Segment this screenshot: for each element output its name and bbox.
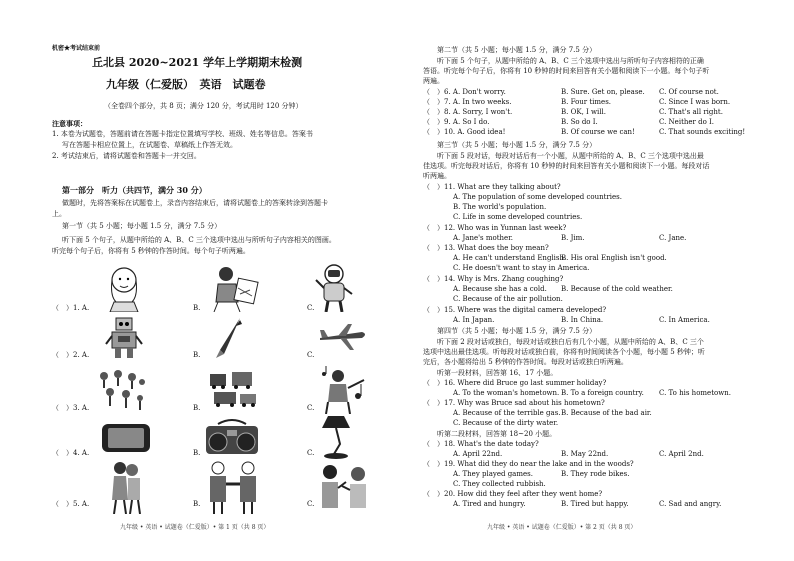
q10: （ ）10. A. Good idea!	[423, 128, 506, 136]
q15: （ ）15. Where was the digital camera developed?	[423, 306, 607, 314]
q14: （ ）14. Why is Mrs. Zhang coughing?	[423, 275, 564, 283]
q15-a: A. In Japan.	[453, 316, 495, 324]
section2-desc-a: 听下面 5 个句子，从题中所给的 A、B、C 三个选项中选出与所听句子内容相符的正确	[437, 57, 704, 65]
material-1: 听第一段材料，回答第 16、17 小题。	[437, 369, 558, 377]
section1-desc-a: 听下面 5 个句子，从题中所给的 A、B、C 三个选项中选出与所听句子内容相关的图画。	[62, 236, 336, 244]
airplane-icon	[318, 322, 368, 352]
q7-c: C. Since I was born.	[659, 98, 731, 106]
q19-a: A. They played games.	[453, 470, 533, 478]
q13-b: B. His oral English isn't good.	[561, 254, 667, 262]
section4-desc-b: 选项中选出最佳选项。听每段对话或独白前，你将有时间阅读各个小题，每小题 5 秒钟；听	[423, 348, 705, 356]
q17-c: C. Because of the dirty water.	[453, 419, 559, 427]
q16-b: B. To a foreign country.	[561, 389, 644, 397]
page2-footer: 九年级 • 英语 • 试题卷（仁爱版）• 第 2 页（共 8 页）	[487, 524, 637, 531]
q11-c: C. Life in some developed countries.	[453, 213, 583, 221]
exam-title: 丘北县 2020~2021 学年上学期期末检测	[92, 56, 303, 69]
phone-icon	[100, 420, 152, 456]
q19: （ ）19. What did they do near the lake and in the woods?	[423, 460, 634, 468]
q18-b: B. May 22nd.	[561, 450, 609, 458]
q18: （ ）18. What's the date today?	[423, 440, 539, 448]
q14-a: A. Because she has a cold.	[453, 285, 547, 293]
q2-label: （ ）2. A.	[52, 351, 90, 359]
q9-c: C. Neither do I.	[659, 118, 715, 126]
q16: （ ）16. Where did Bruce go last summer holiday?	[423, 379, 607, 387]
exam-subtitle: 九年级（仁爱版） 英语 试题卷	[106, 78, 266, 91]
q14-c: C. Because of the air pollution.	[453, 295, 563, 303]
q8-b: B. OK, I will.	[561, 108, 606, 116]
exam-info: （全卷四个部分，共 8 页；满分 120 分，考试用时 120 分钟）	[104, 102, 303, 110]
q4-c-label: C.	[307, 449, 315, 457]
argue-icon	[318, 462, 370, 514]
q7-b: B. Four times.	[561, 98, 612, 106]
page1-footer: 九年级 • 英语 • 试题卷（仁爱版）• 第 1 页（共 8 页）	[120, 524, 270, 531]
q7: （ ）7. A. In two weeks.	[423, 98, 512, 106]
q12-a: A. Jane's mother.	[453, 234, 513, 242]
part1-instr-a: 做题时，先将答案标在试题卷上，录音内容结束后，请将试题卷上的答案转涂到答题卡	[62, 199, 328, 207]
q1-label: （ ）1. A.	[52, 304, 90, 312]
q14-b: B. Because of the cold weather.	[561, 285, 673, 293]
handshake-icon	[206, 460, 260, 514]
music-icon	[318, 366, 368, 414]
q11: （ ）11. What are they talking about?	[423, 183, 561, 191]
section2-desc-c: 两遍。	[423, 77, 444, 85]
radio-icon	[204, 418, 260, 458]
section4-title: 第四节（共 5 小题；每小题 1.5 分，满分 7.5 分）	[437, 327, 597, 335]
q16-a: A. To the woman's hometown.	[453, 389, 560, 397]
section2-title: 第二节（共 5 小题；每小题 1.5 分，满分 7.5 分）	[437, 46, 597, 54]
section3-title: 第三节（共 5 小题；每小题 1.5 分，满分 7.5 分）	[437, 141, 597, 149]
section3-desc-b: 佳选项。听完每段对话后，你将有 10 秒钟的时间来回答有关小题和阅读下一小题。每段对话	[423, 162, 710, 170]
traffic-icon	[206, 368, 260, 414]
q3-label: （ ）3. A.	[52, 404, 90, 412]
section1-desc-b: 听完每个句子后，你将有 5 秒钟的作答时间。每个句子听两遍。	[52, 247, 250, 255]
q17-a: A. Because of the terrible gas.	[453, 409, 561, 417]
q2-b-label: B.	[193, 351, 201, 359]
q17-b: B. Because of the bad air.	[561, 409, 652, 417]
q3-b-label: B.	[193, 404, 201, 412]
q8-c: C. That's all right.	[659, 108, 723, 116]
q18-a: A. April 22nd.	[453, 450, 503, 458]
q11-a: A. The population of some developed countries.	[453, 193, 623, 201]
secret-label: 机密★考试结束前	[52, 45, 101, 52]
q20-b: B. Tired but happy.	[561, 500, 629, 508]
q20-a: A. Tired and hungry.	[453, 500, 526, 508]
section1-title: 第一节（共 5 小题；每小题 1.5 分，满分 7.5 分）	[62, 222, 222, 230]
note-2: 2. 考试结束后，请将试题卷和答题卡一并交回。	[52, 152, 201, 160]
q13-c: C. He doesn't want to stay in America.	[453, 264, 590, 272]
q2-c-label: C.	[307, 351, 315, 359]
q5-c-label: C.	[307, 500, 315, 508]
section4-desc-c: 完后，各小题将给出 5 秒钟的作答时间。每段对话或独白听两遍。	[423, 358, 628, 366]
q4-b-label: B.	[193, 449, 201, 457]
q12-c: C. Jane.	[659, 234, 687, 242]
part1-title: 第一部分 听力（共四节，满分 30 分）	[62, 185, 207, 195]
q6-c: C. Of course not.	[659, 88, 719, 96]
lamp-icon	[318, 414, 358, 460]
section3-desc-c: 听两遍。	[423, 172, 451, 180]
page-2	[397, 0, 794, 561]
notes-title: 注意事项：	[52, 119, 87, 128]
q13-a: A. He can't understand English.	[453, 254, 567, 262]
material-2: 听第二段材料，回答第 18~20 小题。	[437, 430, 557, 438]
q12-b: B. Jim.	[561, 234, 585, 242]
q1-c-label: C.	[307, 304, 315, 312]
q15-c: C. In America.	[659, 316, 710, 324]
part1-instr-b: 上。	[52, 210, 66, 218]
q18-c: C. April 2nd.	[659, 450, 704, 458]
astronaut-icon	[314, 262, 354, 312]
q9-b: B. So do I.	[561, 118, 598, 126]
q4-label: （ ）4. A.	[52, 449, 90, 457]
q1-b-label: B.	[193, 304, 201, 312]
q3-c-label: C.	[307, 404, 315, 412]
q10-b: B. Of course we can!	[561, 128, 635, 136]
q10-c: C. That sounds exciting!	[659, 128, 746, 136]
q12: （ ）12. Who was in Yunnan last week?	[423, 224, 567, 232]
section4-desc-a: 听下面 2 段对话或独白，每段对话或独白后有几个小题，从题中所给的 A、B、C 三个	[437, 338, 704, 346]
crowd-icon	[96, 368, 148, 414]
rocket-icon	[214, 316, 244, 360]
note-1b: 写在答题卡相应位置上，在试题卷、草稿纸上作答无效。	[62, 141, 237, 149]
q6: （ ）6. A. Don't worry.	[423, 88, 506, 96]
girl-icon	[100, 262, 148, 312]
note-1a: 1. 本卷为试题卷，答题前请在答题卡指定位置填写学校、班级、姓名等信息。答案书	[52, 130, 313, 138]
q11-b: B. The world's population.	[453, 203, 547, 211]
q9: （ ）9. A. So I do.	[423, 118, 490, 126]
section3-desc-a: 听下面 5 段对话，每段对话后有一个小题，从题中所给的 A、B、C 三个选项中选出最	[437, 152, 704, 160]
q6-b: B. Sure. Get on, please.	[561, 88, 645, 96]
q5-b-label: B.	[193, 500, 201, 508]
q13: （ ）13. What does the boy mean?	[423, 244, 549, 252]
q19-b: B. They rode bikes.	[561, 470, 630, 478]
q20: （ ）20. How did they feel after they went home?	[423, 490, 603, 498]
q5-label: （ ）5. A.	[52, 500, 90, 508]
robot-icon	[104, 316, 144, 360]
painter-icon	[208, 262, 260, 312]
q19-c: C. They collected rubbish.	[453, 480, 546, 488]
q17: （ ）17. Why was Bruce sad about his hometown?	[423, 399, 605, 407]
section2-desc-b: 答语。听完每个句子后，你将有 10 秒钟的时间来回答有关小题和阅读下一小题。每个句子听	[423, 67, 710, 75]
q20-c: C. Sad and angry.	[659, 500, 722, 508]
q8: （ ）8. A. Sorry, I won't.	[423, 108, 513, 116]
hug-icon	[104, 460, 148, 514]
q16-c: C. To his hometown.	[659, 389, 731, 397]
q15-b: B. In China.	[561, 316, 604, 324]
